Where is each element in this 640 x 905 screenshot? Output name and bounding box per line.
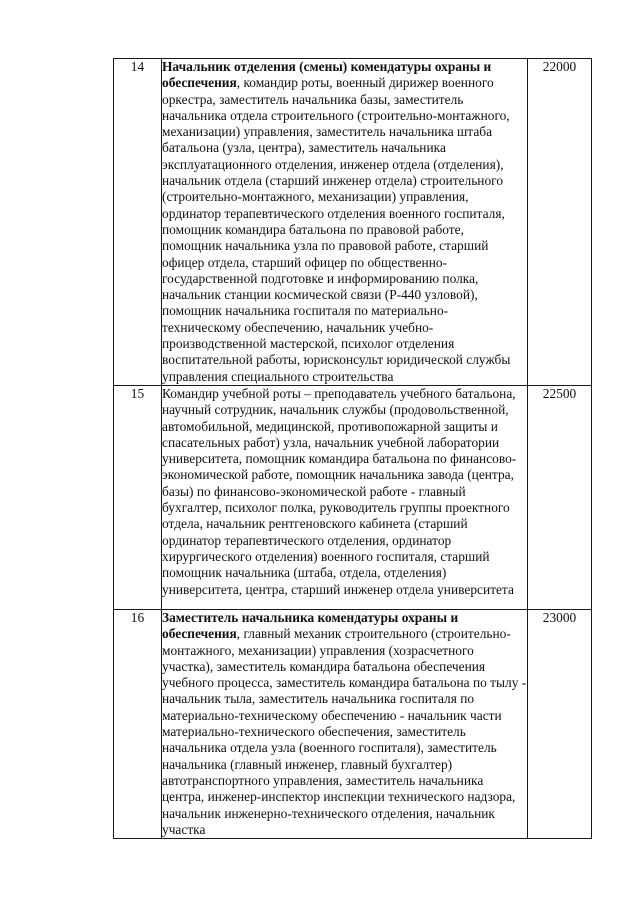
position-title: Заместитель начальника комендатуры охраны и обеспечения xyxy=(162,609,459,642)
row-number: 15 xyxy=(114,385,162,609)
row-number: 16 xyxy=(114,609,162,838)
salary-value: 23000 xyxy=(528,609,592,838)
table-row xyxy=(114,609,592,838)
position-list: Командир учебной роты – преподаватель учебного батальона, научный сотрудник, начальник службы (продовольственной, автомобильной, медицинской, противопожарной защиты и спасательных работ) узла, начальник учебной лаборатории университета, помощник командира батальона по финансово-экономической работе, помощник начальника завода (центра, базы) по финансово-экономической работе - главный бухгалтер, психолог полка, руководитель группы проектного отдела, начальник рентгеновского кабинета (старший ординатор терапевтического отделения, ординатор хирургического отделения) военного госпиталя, старший помощник начальника (штаба, отдела, отделения) университета, центра, старший инженер отдела университета xyxy=(162,385,517,597)
position-title: Начальник отделения (смены) комендатуры охраны и обеспечения xyxy=(162,59,492,91)
position-description xyxy=(162,385,528,609)
table-row xyxy=(114,59,592,386)
salary-value: 22500 xyxy=(528,385,592,609)
position-description xyxy=(162,59,528,386)
table-row xyxy=(114,385,592,609)
salary-value: 22000 xyxy=(528,59,592,386)
position-salary-table xyxy=(113,58,592,839)
position-description xyxy=(162,609,528,838)
position-list: , главный механик строительного (строительно-монтажного, механизации) управления (хозрасчетного участка), заместитель командира батальона обеспечения учебного процесса, заместитель командира батальона по тылу - начальник тыла, заместитель начальника госпиталя по материально-техническому обеспечению - начальник части материально-технического обеспечения, заместитель начальника отдела узла (военного госпиталя), заместитель начальника (главный инженер, главный бухгалтер) автотранспортного управления, заместитель начальника центра, инженер-инспектор инспекции технического надзора, начальник инженерно-технического отделения, начальник участка xyxy=(162,626,527,837)
row-number: 14 xyxy=(114,59,162,386)
position-list: , командир роты, военный дирижер военного оркестра, заместитель начальника базы, заместитель начальника отдела строительного (строительно-монтажного, механизации) управления, заместитель начальника штаба батальона (узла, центра), заместитель начальника эксплуатационного отделения, инженер отдела (отделения), начальник отдела (старший инженер отдела) строительного (строительно-монтажного, механизации) управления, ординатор терапевтического отделения военного госпиталя, помощник командира батальона по правовой работе, помощник начальника узла по правовой работе, старший офицер отдела, старший офицер по общественно-государственной подготовке и информированию полка, начальник станции космической связи (Р-440 узловой), помощник начальника госпиталя по материально-техническому обеспечению, начальник учебно-производственной мастерской, психолог отделения воспитательной работы, юрисконсульт юридической службы управления специального строительства xyxy=(162,75,511,384)
